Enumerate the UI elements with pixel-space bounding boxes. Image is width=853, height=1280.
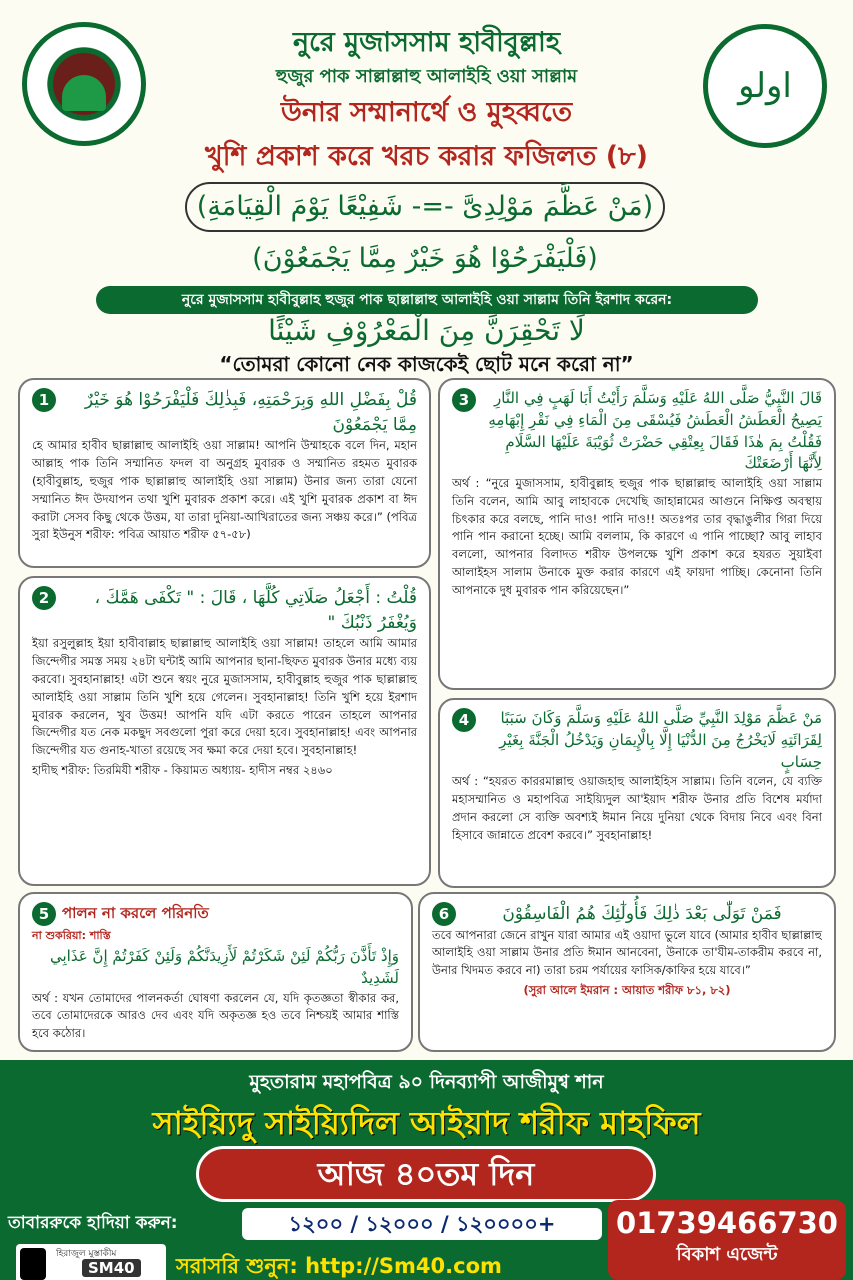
- hadith-translation: “তোমরা কোনো নেক কাজকেই ছোট মনে করো না”: [219, 352, 634, 376]
- section-text: অর্থ : “নুরে মুজাসসাম, হাবীবুল্লাহ হুজুর পাক ছাল্লাল্লাহু আলাইহি ওয়া সাল্লাম তিনি বলেন, আমি আবু লাহাবকে দেখেছি জাহান্নামের আগুনে নিক্ষিপ্ত অবস্থায় চিৎকার করে বলছে, পানি দাও! পানি দাও!! অতঃপর তার বৃদ্ধাঙুলীর গিরা দিয়ে পানি পান করানো হচ্ছে। আমি বললাম, কি কারণে এ পানি পাচ্ছো? আবু লাহাব বললো, আপনার বিলাদত শরীফ উপলক্ষে খুশি প্রকাশ করে হযরত সুয়াইবা আলাইহস সালাম উনাকে মুক্ত করার কারণে এই ফায়দা পাচ্ছি। কেনোনা তিনি আপনাকে দুধ মুবারক পান করিয়েছেন।”: [452, 476, 822, 597]
- section-number: 1: [32, 388, 56, 412]
- arabic-verse: فَمَنْ تَوَلّٰى بَعْدَ ذٰلِكَ فَأُولٰٓئِكَ هُمُ الْفَاسِقُوْنَ: [502, 904, 782, 924]
- donation-amounts: ১২০০ / ১২০০০ / ১২০০০০+: [242, 1208, 602, 1240]
- app-name: SM40: [82, 1259, 141, 1277]
- section-box-3: [438, 378, 836, 690]
- app-badge: [16, 1244, 166, 1280]
- section-box-6: [418, 892, 836, 1052]
- hadith-intro-bar: নুরে মুজাসসাম হাবীবুল্লাহ হুজুর পাক ছাল্লাল্লাহু আলাইহি ওয়া সাল্লাম তিনি ইরশাদ করেন:: [96, 286, 758, 314]
- arabic-verse: قُلْتُ : أَجْعَلُ صَلَاتِي كُلَّهَا ، قَالَ : " تَكْفَى هَمَّكَ ، وَيُغْفَرُ ذَنْبُكَ ": [94, 588, 417, 633]
- footer-title: সাইয়্যিদু সাইয়্যিদিল আইয়াদ শরীফ মাহফিল: [152, 1104, 701, 1142]
- arabic-verse: قُلْ بِفَضْلِ اللهِ وَبِرَحْمَتِهِ، فَبِذٰلِكَ فَلْيَفْرَحُوْا هُوَ خَيْرٌ مِمَّا يَجْمَعُوْنَ: [84, 390, 417, 435]
- section-box-2: [18, 576, 431, 886]
- day-counter-badge: আজ ৪০তম দিন: [196, 1146, 656, 1202]
- agent-label: বিকাশ এজেন্ট: [676, 1244, 778, 1265]
- phone-number: 01739466730: [616, 1206, 838, 1240]
- section-number: 5: [32, 902, 56, 926]
- arabic-verse-pill: (مَنْ عَظَّمَ مَوْلِدِىَّ -=- شَفِيْعًا يَوْمَ الْقِيَامَةِ): [185, 182, 665, 232]
- green-dome-icon: [62, 75, 106, 111]
- footer-subtitle: মুহতারাম মহাপবিত্র ৯০ দিনব্যাপী আজীমুশ্ব শান: [249, 1071, 604, 1093]
- section-text: অর্থ : যখন তোমাদের পালনকর্তা ঘোষণা করলেন যে, যদি কৃতজ্ঞতা স্বীকার কর, তবে তোমাদেরকে আরও দেব এবং যদি অকৃতজ্ঞ হও তবে নিশ্চয়ই আমার শাস্তি হবে কঠোর।: [32, 990, 399, 1041]
- right-seal-emblem: [703, 24, 827, 148]
- app-small-text: হিরাজুল মুস্তাকীম: [56, 1249, 117, 1259]
- arabic-verse: قَالَ النَّبِيُّ صَلَّى اللهُ عَلَيْهِ وَسَلَّمَ رَأَيْتُ أَبَا لَهَبٍ فِي النَّارِ يَصِيحُ الْعَطَشُ الْعَطَشُ فَيُسْقَى مِنَ الْمَاءِ فِي نَقْرِ إِبْهَامِهِ فَقُلْتُ بِمَ هٰذَا فَقَالَ بِعِتْقِي حَضْرَتْ ثُوَيْبَةَ عَلَيْهَا السَّلَامِ لِأَنَّهَا أَرْضَعَتْكَ: [488, 389, 822, 473]
- section-reference: হাদীছ শরীফ: তিরমিযী শরীফ - কিয়ামত অধ্যায়- হাদীস নম্বর ২৪৬০: [32, 762, 333, 777]
- calligraphy-logo: اولو: [738, 66, 792, 106]
- arabic-verse: مَنْ عَظَّمَ مَوْلِدَ النَّبِيِّ صَلَّى اللهُ عَلَيْهِ وَسَلَّمَ وَكَانَ سَبَبًا لِقَرَائَتِهِ لَايَخْرُجُ مِنَ الدُّنْيَا إِلَّا بِالْإِيمَانِ وَيَدْخُلُ الْجَنَّةَ بِغَيْرِ حِسَابٍ: [499, 709, 822, 771]
- section-box-1: [18, 378, 431, 568]
- bkash-agent-box: [608, 1200, 846, 1280]
- website-link[interactable]: সরাসরি শুনুন: http://Sm40.com: [176, 1254, 502, 1278]
- section-number: 2: [32, 586, 56, 610]
- section-title: পালন না করলে পরিনতি: [62, 904, 209, 922]
- footer-banner: [0, 1060, 853, 1280]
- header-red-line2: খুশি প্রকাশ করে খরচ করার ফজিলত (৮): [204, 141, 649, 172]
- phone-icon: [20, 1248, 46, 1280]
- section-box-5: [18, 892, 413, 1052]
- section-text: হে আমার হাবীব ছাল্লাল্লাহু আলাইহি ওয়া সাল্লাম! আপনি উম্মাহকে বলে দিন, মহান আল্লাহ পাক তিনি সম্মানিত ফদল বা অনুগ্রহ মুবারক ও সম্মানিত রহমত মুবারক (হাবীবুল্লাহ, হুজুর পাক ছাল্লাল্লাহু আলাইহি ওয়া সাল্লাম) উনার জন্য তারা যেনো সম্মানিত ঈদ উদযাপন তথা খুশি মুবারক প্রকাশ করে। এই খুশি মুবারক প্রকাশ বা ঈদ করাটা সেসব কিছু থেকে উত্তম, যা তারা দুনিয়া-আখিরাতের জন্য সঞ্চয় করে।” (পবিত্র সুরা ইউনুস শরীফ: পবিত্র আয়াত শরীফ ৫৭-৫৮): [32, 438, 417, 542]
- header-subtitle: হুজুর পাক সাল্লাল্লাহু আলাইহি ওয়া সাল্লাম: [275, 66, 578, 87]
- arabic-verse-2: (فَلْيَفْرَحُوْا هُوَ خَيْرٌ مِمَّا يَجْمَعُوْنَ): [252, 243, 598, 274]
- header-red-line1: উনার সম্মানার্থে ও মুহব্বতে: [280, 97, 573, 128]
- donation-label: তাবাররুকে হাদিয়া করুন:: [8, 1213, 178, 1233]
- section-number: 3: [452, 388, 476, 412]
- section-reference: (সুরা আলে ইমরান : আয়াত শরীফ ৮১, ৮২): [523, 983, 731, 998]
- section-box-4: [438, 698, 836, 888]
- section-number: 6: [432, 902, 456, 926]
- header-title: নুরে মুজাসসাম হাবীবুল্লাহ: [292, 27, 561, 58]
- section-text: ইয়া রসুলুল্লাহ ইয়া হাবীবাল্লাহ ছাল্লাল্লাহু আলাইহি ওয়া সাল্লাম! তাহলে আমি আমার জিন্দেগীর সমস্ত সময় ২৪টা ঘন্টাই আমি আপনার ছানা-ছিফত মুবারক উনার মধ্যে ব্যয় করবো। সুবহানাল্লাহ! এটা শুনে স্বয়ং নুরে মুজাসসাম, হাবীবুল্লাহ হুজুর পাক ছাল্লাল্লাহু আলাইহি ওয়া সাল্লাম তিনি খুশি হয়ে গেলেন। সুবহানাল্লাহ! তিনি খুশি হয়ে ইরশাদ মুবারক করলেন, খুব উত্তম! আপনি যদি এটা করতে পারেন তাহলে আপনার জিন্দেগীর যত নেক মকছুদ সবগুলো পুরা করে দেয়া হবে। সুবহানাল্লাহ! এবং আপনার জিন্দেগীর যত গুনাহ-খাতা রয়েছে সব ক্ষমা করে দেয়া হবে। সুবহানাল্লাহ!: [32, 636, 417, 758]
- section-number: 4: [452, 708, 476, 732]
- section-text: অর্থ : “হযরত কাররমাল্লাহু ওয়াজহাহু আলাইহিস সাল্লাম। তিনি বলেন, যে ব্যক্তি মহাসম্মানিত ও মহাপবিত্র সাইয়্যিদুল আ'ইয়াদ শরীফ উনার প্রতি বিশেষ মর্যাদা প্রদান করলো সে ব্যক্তি অবশ্যই ঈমান নিয়ে দুনিয়া থেকে বিদায় নিবে এবং বিনা হিসাবে জান্নাতে প্রবেশ করবে।” সুবহানাল্লাহ!: [452, 774, 822, 842]
- section-text: তবে আপনারা জেনে রাখুন যারা আমার এই ওয়াদা ভুলে যাবে (আমার হাবীব ছাল্লাল্লাহু আলাইহি ওয়া সাল্লাম উনার প্রতি ঈমান আনবেনা, উনাকে তা'যীম-তাকরীম করবে না, উনার খিদমত করবে না) তারা চরম পর্যায়ের ফাসিক/কাফির হয়ে যাবে।”: [432, 927, 822, 978]
- arabic-verse: وَإِذْ تَأَذَّنَ رَبُّكُمْ لَئِنْ شَكَرْتُمْ لَأَزِيدَنَّكُمْ وَلَئِنْ كَفَرْتُمْ إِنَّ عَذَابِي لَشَدِيدٌ: [50, 947, 399, 987]
- left-seal-emblem: [22, 22, 146, 146]
- section-subtitle: না শুকরিয়া: শাস্তি: [32, 929, 111, 942]
- arabic-hadith: لَا تَحْقِرَنَّ مِنَ الْمَعْرُوْفِ شَيْئًا: [268, 314, 585, 347]
